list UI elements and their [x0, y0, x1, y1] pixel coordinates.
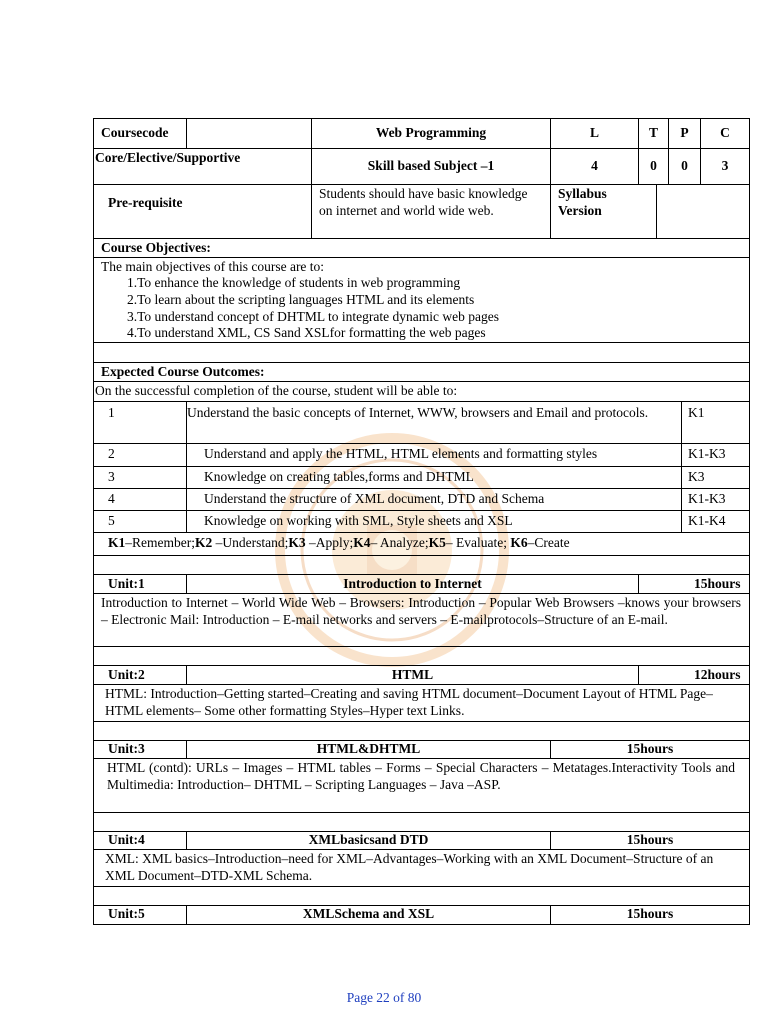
unit-content: XML: XML basics–Introduction–need for XML–Advantages–Working with an XML Document–Structure of an XML Document–DTD-XML Schema. — [105, 851, 714, 883]
unit-label: Unit:2 — [108, 667, 145, 682]
unit-content: Introduction to Internet – World Wide Web – Browsers: Introduction – Popular Web Browsers –knows your browsers – Electronic Mail: Introduction – E-mail networks and servers – E-mailprotocols–Structure of an E-mail. — [101, 595, 741, 627]
l-value: 4 — [591, 158, 598, 173]
t-value: 0 — [650, 158, 657, 173]
p-header: P — [680, 125, 689, 140]
objectives-intro: The main objectives of this course are to: — [101, 259, 325, 274]
c-value: 3 — [721, 158, 729, 173]
unit-title: XMLbasicsand DTD — [308, 832, 429, 847]
unit-hours: 15hours — [626, 906, 674, 921]
outcome-text: Knowledge on working with SML, Style sheets and XSL — [204, 513, 513, 528]
l-header: L — [589, 125, 599, 140]
outcome-level: K1-K3 — [688, 491, 726, 506]
outcome-num: 4 — [108, 491, 115, 506]
k-level-legend: K1–Remember;K2 –Understand;K3 –Apply;K4– Analyze;K5– Evaluate; K6–Create — [108, 535, 570, 550]
prereq-label: Pre-requisite — [108, 195, 183, 210]
objective-item: 3.To understand concept of DHTML to integrate dynamic web pages — [127, 309, 499, 324]
t-header: T — [648, 125, 658, 140]
outcome-num: 1 — [108, 405, 115, 420]
unit-label: Unit:1 — [108, 576, 145, 591]
p-value: 0 — [681, 158, 688, 173]
page-number: Page 22 of 80 — [346, 990, 422, 1005]
c-header: C — [720, 125, 730, 140]
category-value: Skill based Subject –1 — [367, 158, 495, 173]
objective-item: 4.To understand XML, CS Sand XSLfor formatting the web pages — [127, 325, 486, 340]
outcome-num: 3 — [108, 469, 115, 484]
unit-content: HTML: Introduction–Getting started–Creating and saving HTML document–Document Layout of HTML Page–HTML elements– Some other formatting Styles–Hyper text Links. — [105, 686, 713, 718]
unit-title: HTML&DHTML — [316, 741, 421, 756]
outcome-text: Understand and apply the HTML, HTML elements and formatting styles — [204, 446, 598, 461]
outcomes-heading: Expected Course Outcomes: — [101, 364, 265, 379]
objective-item: 1.To enhance the knowledge of students in web programming — [127, 275, 461, 290]
prereq-text: Students should have basic knowledge on internet and world wide web. — [319, 186, 528, 218]
outcomes-intro: On the successful completion of the course, student will be able to: — [95, 383, 458, 398]
objectives-heading: Course Objectives: — [101, 240, 211, 255]
unit-title: Introduction to Internet — [343, 576, 482, 591]
unit-hours: 12hours — [694, 667, 741, 682]
unit-content: HTML (contd): URLs – Images – HTML tables – Forms – Special Characters – Metatages.Interactivity Tools and Multimedia: Introduction– DHTML – Scripting Languages – Java –ASP. — [107, 760, 735, 792]
outcome-text: Understand the structure of XML document, DTD and Schema — [204, 491, 545, 506]
unit-hours: 15hours — [626, 741, 674, 756]
outcome-level: K1 — [688, 405, 705, 420]
unit-label: Unit:4 — [108, 832, 145, 847]
outcome-level: K1-K4 — [688, 513, 726, 528]
outcome-text: Knowledge on creating tables,forms and DHTML — [204, 469, 474, 484]
coursecode-label: Coursecode — [101, 125, 169, 140]
outcome-text: Understand the basic concepts of Internet, WWW, browsers and Email and protocols. — [187, 405, 649, 420]
objective-item: 2.To learn about the scripting languages HTML and its elements — [127, 292, 475, 307]
outcome-level: K3 — [688, 469, 705, 484]
unit-title: HTML — [391, 667, 434, 682]
unit-hours: 15hours — [694, 576, 741, 591]
unit-label: Unit:5 — [108, 906, 145, 921]
course-title: Web Programming — [375, 125, 487, 140]
unit-label: Unit:3 — [108, 741, 145, 756]
outcome-num: 2 — [108, 446, 115, 461]
syllabus-version-label: Syllabus Version — [558, 186, 607, 218]
outcome-num: 5 — [108, 513, 115, 528]
unit-title: XMLSchema and XSL — [302, 906, 435, 921]
unit-hours: 15hours — [626, 832, 674, 847]
category-label: Core/Elective/Supportive — [95, 150, 241, 165]
outcome-level: K1-K3 — [688, 446, 726, 461]
